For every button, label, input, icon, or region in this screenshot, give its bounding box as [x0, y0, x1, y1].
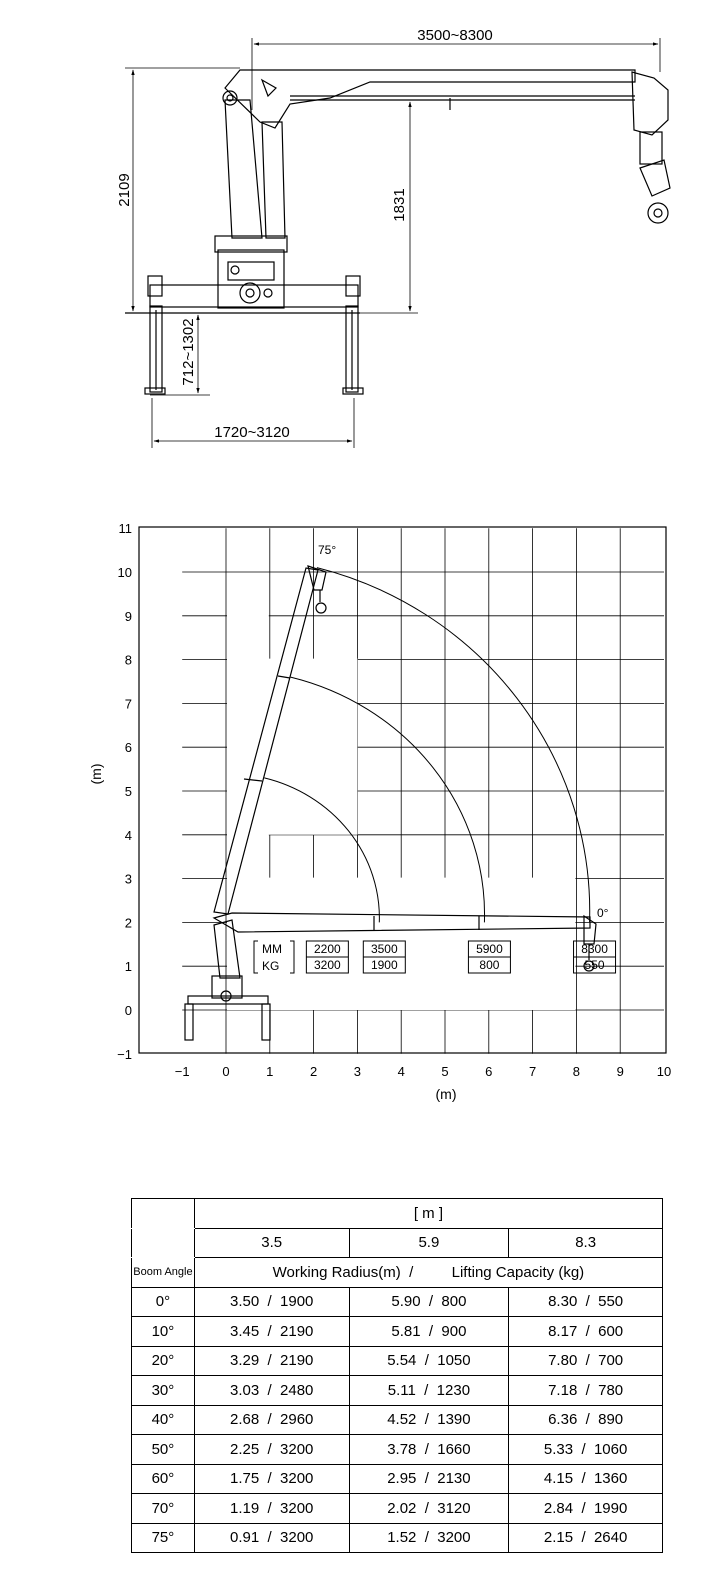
radius-arc — [317, 568, 590, 923]
y-tick-label: 3 — [124, 871, 132, 887]
row-cell-c2: 5.54 / 1050 — [349, 1346, 509, 1376]
row-angle: 70° — [132, 1494, 195, 1524]
y-tick-label: 11 — [118, 521, 132, 537]
table-row — [132, 1317, 663, 1347]
table-row — [132, 1287, 663, 1317]
row-cell-c2: 2.02 / 3120 — [349, 1494, 509, 1524]
table-row — [132, 1405, 663, 1435]
y-tick-label: 10 — [117, 565, 132, 580]
row-cell-c1: 1.75 / 3200 — [194, 1464, 349, 1494]
elevation-drawing — [125, 38, 670, 448]
row-cell-c1: 3.50 / 1900 — [194, 1287, 349, 1317]
row-cell-c1: 3.03 / 2480 — [194, 1376, 349, 1406]
row-cell-c2: 5.11 / 1230 — [349, 1376, 509, 1406]
row-cell-c1: 3.45 / 2190 — [194, 1317, 349, 1347]
y-tick-label: 2 — [124, 915, 132, 931]
x-tick-label: 0 — [222, 1064, 230, 1079]
load-capacity-table — [131, 1198, 663, 1553]
angle-label-0: 0° — [597, 906, 609, 920]
y-tick-label: 5 — [124, 784, 132, 799]
table-row — [132, 1494, 663, 1524]
y-tick-label: −1 — [117, 1046, 132, 1062]
sub-header-left: Working Radius(m) / — [272, 1263, 414, 1281]
table-row — [132, 1376, 663, 1406]
boom-angle-header: Boom Angle — [132, 1258, 195, 1288]
row-cell-c3: 2.84 / 1990 — [509, 1494, 663, 1524]
load-box-kg: 550 — [584, 958, 605, 972]
sub-header-right: Lifting Capacity (kg) — [451, 1263, 585, 1281]
table-body — [132, 1287, 663, 1553]
row-cell-c2: 5.81 / 900 — [349, 1317, 509, 1347]
y-tick-labels — [117, 521, 132, 1062]
leg-height-label: 712~1302 — [180, 318, 197, 386]
row-angle: 30° — [132, 1376, 195, 1406]
x-tick-label: 10 — [656, 1064, 672, 1079]
row-cell-c3: 8.30 / 550 — [509, 1287, 663, 1317]
row-cell-c2: 4.52 / 1390 — [349, 1405, 509, 1435]
row-cell-c3: 7.80 / 700 — [509, 1346, 663, 1376]
row-cell-c3: 5.33 / 1060 — [509, 1435, 663, 1465]
row-cell-c2: 1.52 / 3200 — [349, 1523, 509, 1553]
row-angle: 10° — [132, 1317, 195, 1347]
row-cell-c1: 0.91 / 3200 — [194, 1523, 349, 1553]
row-cell-c3: 8.17 / 600 — [509, 1317, 663, 1347]
row-angle: 50° — [132, 1435, 195, 1465]
radius-col-3: 8.3 — [509, 1228, 663, 1258]
y-tick-label: 0 — [124, 1003, 132, 1018]
total-height-label: 2109 — [116, 173, 133, 207]
table-corner-2 — [132, 1228, 195, 1258]
y-tick-label: 9 — [124, 608, 132, 624]
row-cell-c2: 2.95 / 2130 — [349, 1464, 509, 1494]
y-tick-label: 7 — [124, 696, 132, 712]
x-tick-label: 5 — [441, 1064, 449, 1079]
row-cell-c3: 7.18 / 780 — [509, 1376, 663, 1406]
table-row — [132, 1464, 663, 1494]
x-tick-label: 3 — [353, 1064, 362, 1079]
y-tick-label: 6 — [124, 740, 132, 756]
y-axis-label: (m) — [88, 763, 104, 785]
x-tick-label: −1 — [174, 1064, 190, 1079]
y-tick-label: 8 — [124, 652, 132, 668]
row-cell-c1: 2.68 / 2960 — [194, 1405, 349, 1435]
table-unit: [ m ] — [194, 1199, 662, 1229]
x-axis-label: (m) — [435, 1086, 457, 1102]
x-tick-labels — [175, 1064, 671, 1079]
row-cell-c1: 1.19 / 3200 — [194, 1494, 349, 1524]
x-tick-label: 8 — [572, 1064, 581, 1079]
x-tick-label: 2 — [309, 1064, 318, 1079]
load-box-mm: 2200 — [314, 942, 341, 956]
y-tick-label: 4 — [124, 827, 132, 843]
row-angle: 40° — [132, 1405, 195, 1435]
x-tick-label: 4 — [397, 1064, 405, 1079]
unit-mm: MM — [262, 942, 282, 956]
row-angle: 20° — [132, 1346, 195, 1376]
radius-col-1: 3.5 — [194, 1228, 349, 1258]
row-cell-c2: 3.78 / 1660 — [349, 1435, 509, 1465]
pivot-height-label: 1831 — [391, 188, 408, 222]
row-angle: 75° — [132, 1523, 195, 1553]
load-box-kg: 1900 — [370, 958, 398, 972]
angle-label-75: 75° — [318, 543, 337, 557]
load-box-kg: 800 — [479, 958, 500, 972]
row-cell-c1: 2.25 / 3200 — [194, 1435, 349, 1465]
table-row — [132, 1523, 663, 1553]
x-tick-label: 6 — [485, 1064, 493, 1079]
x-tick-label: 1 — [266, 1064, 274, 1079]
table-row — [132, 1346, 663, 1376]
y-tick-label: 1 — [124, 959, 132, 975]
unit-kg: KG — [262, 959, 280, 973]
x-tick-label: 7 — [528, 1064, 537, 1079]
row-cell-c3: 6.36 / 890 — [509, 1405, 663, 1435]
boom-length-label: 3500~8300 — [417, 27, 493, 44]
x-tick-label: 9 — [616, 1064, 624, 1079]
table-row — [132, 1435, 663, 1465]
chart-grid — [182, 528, 664, 1054]
sub-header — [194, 1258, 662, 1288]
row-angle: 0° — [132, 1287, 195, 1317]
load-box-mm: 5900 — [476, 942, 503, 956]
row-angle: 60° — [132, 1464, 195, 1494]
load-box-mm: 3500 — [370, 942, 398, 956]
outrigger-span-label: 1720~3120 — [214, 424, 290, 441]
row-cell-c1: 3.29 / 2190 — [194, 1346, 349, 1376]
row-cell-c3: 2.15 / 2640 — [509, 1523, 663, 1553]
row-cell-c2: 5.90 / 800 — [349, 1287, 509, 1317]
radius-col-2: 5.9 — [349, 1228, 509, 1258]
load-box-mm: 8300 — [581, 942, 608, 956]
load-box-kg: 3200 — [314, 958, 341, 972]
load-chart — [88, 521, 671, 1102]
table-corner — [132, 1199, 195, 1229]
row-cell-c3: 4.15 / 1360 — [509, 1464, 663, 1494]
